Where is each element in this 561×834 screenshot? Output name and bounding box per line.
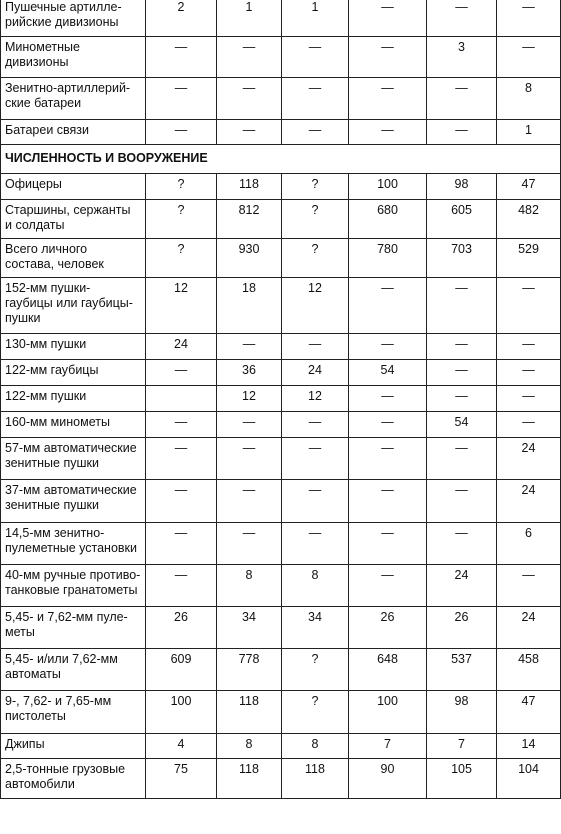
table-cell: 14 — [497, 734, 561, 759]
table-cell: — — [497, 0, 561, 37]
row-label-line: 5,45- и/или 7,62-мм — [5, 652, 118, 666]
table-row — [1, 278, 561, 334]
table-cell: 458 — [497, 649, 561, 691]
table-cell: — — [146, 120, 217, 145]
table-cell: 26 — [427, 607, 497, 649]
row-label — [1, 200, 146, 239]
table-cell: — — [282, 334, 349, 360]
table-cell: — — [427, 360, 497, 386]
table-row — [1, 120, 561, 145]
table-row — [1, 438, 561, 480]
table-row — [1, 734, 561, 759]
table-cell: — — [427, 78, 497, 120]
table-cell: — — [349, 480, 427, 523]
table-cell: — — [217, 523, 282, 565]
table-cell: — — [497, 37, 561, 78]
row-label-line: Старшины, сержанты — [5, 203, 131, 217]
table-cell: 105 — [427, 759, 497, 799]
row-label — [1, 120, 146, 145]
table-cell: — — [146, 412, 217, 438]
table-cell: — — [349, 565, 427, 607]
row-label — [1, 438, 146, 480]
row-label — [1, 78, 146, 120]
table-cell: — — [217, 412, 282, 438]
table-cell: — — [349, 78, 427, 120]
table-cell: — — [349, 412, 427, 438]
row-label — [1, 759, 146, 799]
table-cell: — — [282, 438, 349, 480]
table-row — [1, 174, 561, 200]
table-cell: — — [349, 0, 427, 37]
table-cell: 1 — [282, 0, 349, 37]
table-cell: 24 — [282, 360, 349, 386]
table-cell: 6 — [497, 523, 561, 565]
row-label — [1, 278, 146, 334]
row-label-line: зенитные пушки — [5, 456, 99, 470]
table-row — [1, 386, 561, 412]
row-label-line: 152-мм пушки- — [5, 281, 91, 295]
table-cell: 8 — [497, 78, 561, 120]
table-cell: 7 — [349, 734, 427, 759]
table-cell: — — [427, 438, 497, 480]
row-label-line: 14,5-мм зенитно- — [5, 526, 105, 540]
table-cell: — — [427, 278, 497, 334]
table-cell: 90 — [349, 759, 427, 799]
table-row — [1, 37, 561, 78]
table-cell: 648 — [349, 649, 427, 691]
table-cell: 118 — [217, 174, 282, 200]
table-cell: — — [282, 412, 349, 438]
table-cell: 537 — [427, 649, 497, 691]
table-row — [1, 78, 561, 120]
table-cell: — — [349, 386, 427, 412]
table-cell: — — [427, 523, 497, 565]
row-label-line: Минометные — [5, 40, 80, 54]
table-cell: 7 — [427, 734, 497, 759]
table-cell: 34 — [282, 607, 349, 649]
table-cell: 2 — [146, 0, 217, 37]
table-cell: — — [217, 78, 282, 120]
row-label-line: Пушечные артилле- — [5, 0, 122, 14]
row-label-line: 40-мм ручные противо- — [5, 568, 141, 582]
table-cell: ? — [282, 239, 349, 278]
row-label-line: пистолеты — [5, 709, 66, 723]
row-label-line: гаубицы или гаубицы- — [5, 296, 133, 310]
table-cell: — — [146, 523, 217, 565]
table-cell: — — [427, 386, 497, 412]
table-row — [1, 360, 561, 386]
row-label-line: 5,45- и 7,62-мм пуле- — [5, 610, 128, 624]
table-cell: 18 — [217, 278, 282, 334]
table-cell: 54 — [349, 360, 427, 386]
table-cell: — — [497, 386, 561, 412]
table-cell: — — [282, 523, 349, 565]
row-label-line: пулеметные установки — [5, 541, 138, 555]
table-cell: 605 — [427, 200, 497, 239]
table-row — [1, 691, 561, 734]
table-cell: — — [349, 334, 427, 360]
table-cell: 703 — [427, 239, 497, 278]
row-label-line: 2,5-тонные грузовые — [5, 762, 126, 776]
row-label — [1, 360, 146, 386]
row-label — [1, 607, 146, 649]
table-cell: ? — [282, 649, 349, 691]
table-cell: — — [427, 0, 497, 37]
table-row — [1, 334, 561, 360]
row-label-line: танковые гранатометы — [5, 583, 138, 597]
row-label-line: 122-мм пушки — [5, 389, 87, 403]
table-cell: 8 — [217, 734, 282, 759]
row-label — [1, 691, 146, 734]
table-cell: — — [497, 278, 561, 334]
table-cell: 54 — [427, 412, 497, 438]
table-cell: 780 — [349, 239, 427, 278]
table-cell: 24 — [497, 480, 561, 523]
table-cell: — — [497, 565, 561, 607]
table-cell: 778 — [217, 649, 282, 691]
table-cell: 26 — [146, 607, 217, 649]
table-cell: — — [349, 438, 427, 480]
table-cell: — — [146, 37, 217, 78]
table-cell: — — [146, 438, 217, 480]
table-cell: 98 — [427, 691, 497, 734]
table-cell: ? — [146, 174, 217, 200]
row-label-line: Офицеры — [5, 177, 62, 191]
row-label — [1, 412, 146, 438]
table-cell: — — [146, 565, 217, 607]
row-label-line: Всего личного — [5, 242, 88, 256]
table-cell: — — [282, 78, 349, 120]
table-cell: — — [349, 37, 427, 78]
row-label-line: 122-мм гаубицы — [5, 363, 99, 377]
table-cell: — — [217, 334, 282, 360]
table-body-units — [1, 0, 561, 145]
row-label-line: автоматы — [5, 667, 61, 681]
row-label — [1, 37, 146, 78]
table-cell: 812 — [217, 200, 282, 239]
table-cell: 8 — [217, 565, 282, 607]
table-cell: ? — [146, 239, 217, 278]
table-cell: — — [349, 278, 427, 334]
row-label-line: зенитные пушки — [5, 498, 99, 512]
table-cell: 482 — [497, 200, 561, 239]
row-label-line: 37-мм автоматические — [5, 483, 137, 497]
table-cell: — — [427, 334, 497, 360]
table-cell: ? — [282, 200, 349, 239]
table-cell: — — [217, 438, 282, 480]
table-cell: 47 — [497, 174, 561, 200]
table-cell: — — [217, 37, 282, 78]
row-label-line: Джипы — [5, 737, 45, 751]
row-label — [1, 565, 146, 607]
row-label-line: пушки — [5, 311, 41, 325]
table-cell: 100 — [146, 691, 217, 734]
table-cell: — — [217, 480, 282, 523]
row-label — [1, 174, 146, 200]
table-row — [1, 565, 561, 607]
table-cell: 24 — [146, 334, 217, 360]
table-cell: 24 — [497, 607, 561, 649]
row-label — [1, 734, 146, 759]
table-cell: 12 — [282, 386, 349, 412]
table-cell: 12 — [282, 278, 349, 334]
table-cell: — — [282, 120, 349, 145]
row-label — [1, 480, 146, 523]
table-body-strength — [1, 174, 561, 799]
table-cell: 104 — [497, 759, 561, 799]
row-label-line: 9-, 7,62- и 7,65-мм — [5, 694, 112, 708]
table-cell: — — [282, 480, 349, 523]
row-label — [1, 523, 146, 565]
table-cell: 609 — [146, 649, 217, 691]
table-cell — [146, 386, 217, 412]
table-cell: 118 — [217, 691, 282, 734]
table-cell: — — [217, 120, 282, 145]
table-cell: 36 — [217, 360, 282, 386]
table-cell: 8 — [282, 734, 349, 759]
table-cell: 930 — [217, 239, 282, 278]
table-row — [1, 480, 561, 523]
row-label-line: дивизионы — [5, 55, 69, 69]
table-cell: — — [497, 360, 561, 386]
table-cell: 24 — [497, 438, 561, 480]
section-heading-row — [1, 145, 561, 174]
table-cell: 4 — [146, 734, 217, 759]
table-cell: — — [427, 120, 497, 145]
table-cell: 26 — [349, 607, 427, 649]
table-cell: — — [497, 334, 561, 360]
row-label-line: ские батареи — [5, 96, 82, 110]
table-cell: 100 — [349, 174, 427, 200]
table-cell: — — [349, 120, 427, 145]
table-cell: 75 — [146, 759, 217, 799]
table-row — [1, 607, 561, 649]
table-row — [1, 649, 561, 691]
table-cell: 47 — [497, 691, 561, 734]
table-cell: 24 — [427, 565, 497, 607]
table-section — [1, 145, 561, 174]
row-label-line: 160-мм минометы — [5, 415, 110, 429]
table-cell: ? — [282, 174, 349, 200]
table-cell: 118 — [217, 759, 282, 799]
table-cell: ? — [146, 200, 217, 239]
table-cell: 1 — [497, 120, 561, 145]
row-label — [1, 0, 146, 37]
table-cell: — — [349, 523, 427, 565]
table-cell: 529 — [497, 239, 561, 278]
section-heading: ЧИСЛЕННОСТЬ И ВООРУЖЕНИЕ — [1, 145, 561, 174]
table-cell: 12 — [217, 386, 282, 412]
row-label-line: 57-мм автоматические — [5, 441, 137, 455]
row-label — [1, 239, 146, 278]
table-row — [1, 412, 561, 438]
row-label-line: автомобили — [5, 777, 75, 791]
row-label-line: рийские дивизионы — [5, 15, 119, 29]
table-row — [1, 0, 561, 37]
table-cell: — — [146, 360, 217, 386]
table-cell: — — [146, 480, 217, 523]
row-label-line: 130-мм пушки — [5, 337, 87, 351]
table-cell: 12 — [146, 278, 217, 334]
table-cell: 680 — [349, 200, 427, 239]
table-cell: 3 — [427, 37, 497, 78]
table-row — [1, 239, 561, 278]
row-label-line: состава, человек — [5, 257, 104, 271]
row-label-line: меты — [5, 625, 35, 639]
table-cell: ? — [282, 691, 349, 734]
row-label — [1, 386, 146, 412]
table-cell: — — [146, 78, 217, 120]
table-cell: — — [282, 37, 349, 78]
table-row — [1, 200, 561, 239]
table-row — [1, 759, 561, 799]
row-label-line: Батареи связи — [5, 123, 90, 137]
row-label — [1, 649, 146, 691]
table-cell: 8 — [282, 565, 349, 607]
table-cell: 100 — [349, 691, 427, 734]
table-cell: — — [427, 480, 497, 523]
table-cell: 1 — [217, 0, 282, 37]
table-cell: 98 — [427, 174, 497, 200]
table-cell: — — [497, 412, 561, 438]
table-cell: 118 — [282, 759, 349, 799]
row-label-line: и солдаты — [5, 218, 65, 232]
table-row — [1, 523, 561, 565]
table-cell: 34 — [217, 607, 282, 649]
row-label — [1, 334, 146, 360]
row-label-line: Зенитно-артиллерий- — [5, 81, 131, 95]
